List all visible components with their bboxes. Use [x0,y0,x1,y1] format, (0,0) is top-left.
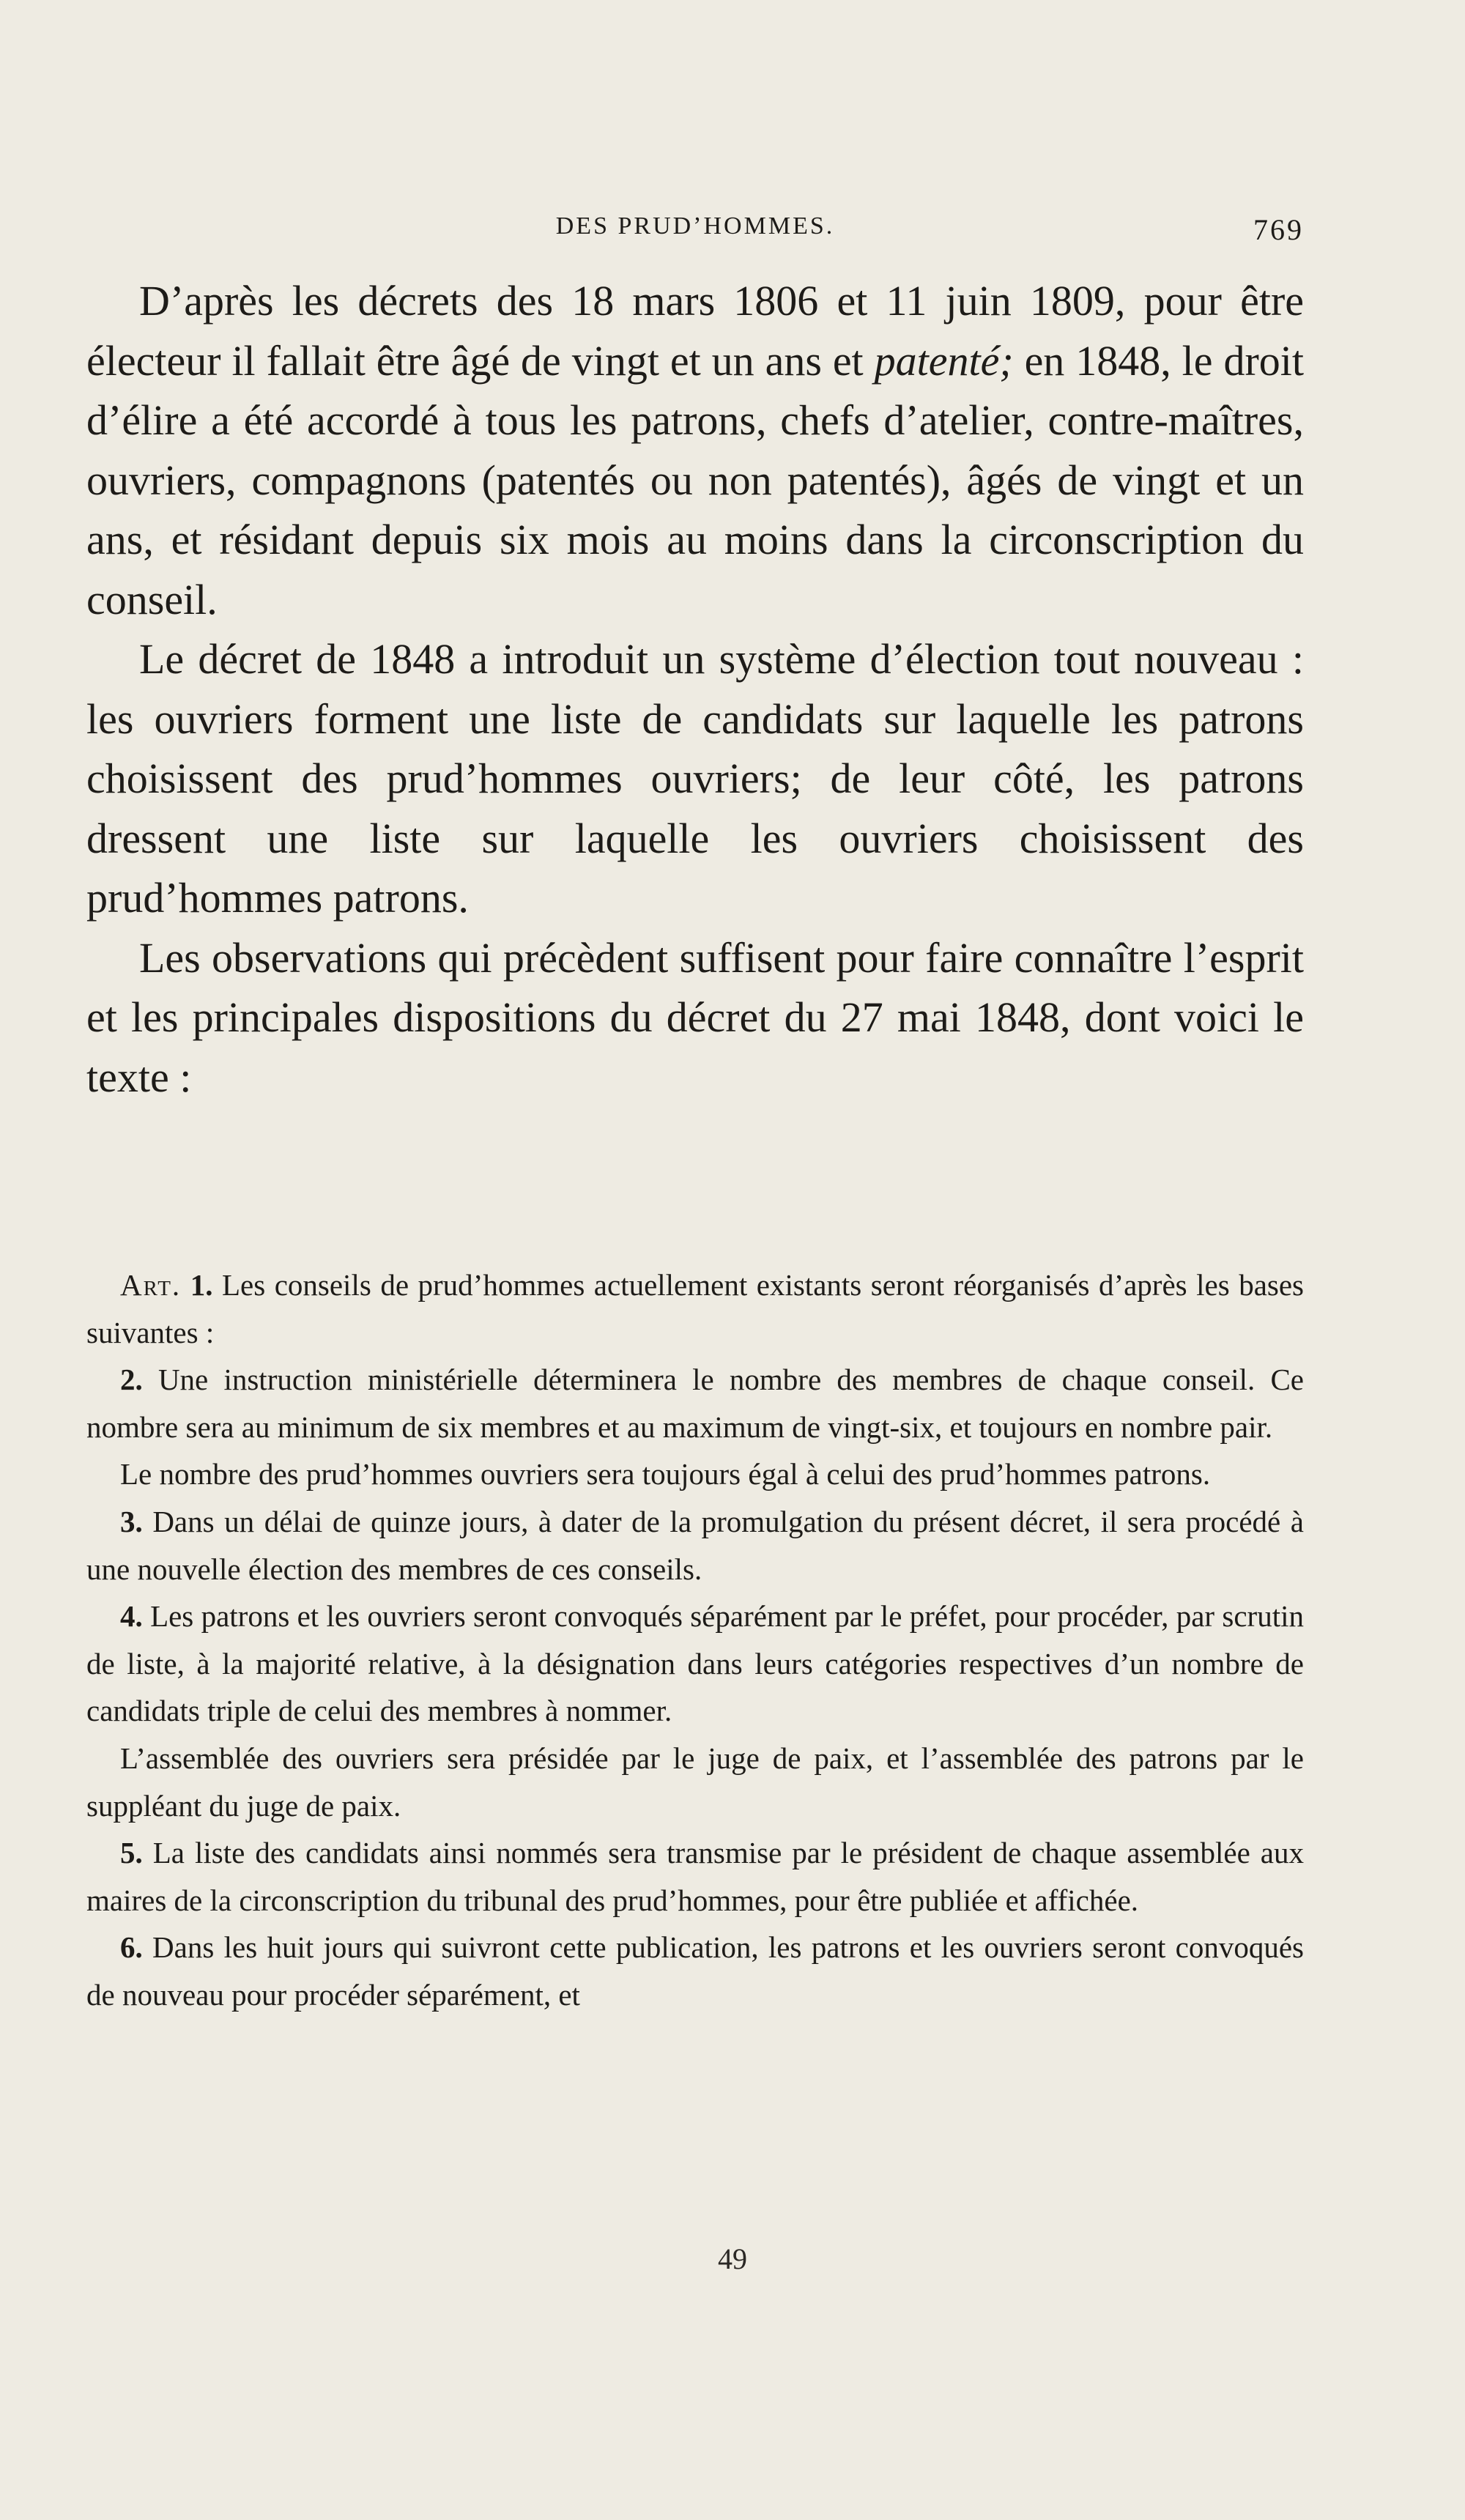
decree-text [86,1261,1304,2019]
article-2-text: Une instruction ministérielle déterminera le nombre des membres de chaque conseil. Ce nombre sera au minimum de six membres et au maximum de vingt-six, et toujours en nombre pair. [86,1363,1304,1444]
page-number: 769 [1253,213,1304,246]
article-4-text: Les patrons et les ouvriers seront convoqués séparément par le préfet, pour procéder, par scrutin de liste, à la majorité relative, à la désignation dans leurs catégories respectives d’un nombre de candidats triple de celui des membres à nommer. [86,1599,1304,1728]
article-4-continuation: L’assemblée des ouvriers sera présidée par le juge de paix, et l’assemblée des patrons par le suppléant du juge de paix. [86,1741,1304,1823]
article-5-number: 5. [120,1836,143,1870]
italic-patente: patenté; [874,336,1014,385]
article-1-text: Les conseils de prud’hommes actuellement existants seront réorganisés d’après les bases suivantes : [86,1268,1305,1349]
article-2-continuation: Le nombre des prud’hommes ouvriers sera toujours égal à celui des prud’hommes patrons. [120,1457,1211,1491]
paragraph-election-system: Le décret de 1848 a introduit un système d’élection tout nouveau : les ouvriers forment une liste de candidats sur laquelle les patrons choisissent des prud’hommes ouvriers; de leur côté, les patrons dressent une liste sur laquelle les ouvriers choisissent des prud’hommes patrons. [86,635,1304,922]
body-text [86,271,1304,1107]
article-3 [86,1498,1304,1593]
article-3-text: Dans un délai de quinze jours, à dater de la promulgation du présent décret, il sera procédé à une nouvelle élection des membres de ces conseils. [86,1504,1304,1586]
article-2 [86,1356,1304,1450]
article-1 [86,1261,1304,1356]
article-1-number: 1. [190,1268,213,1302]
article-2-number: 2. [120,1363,143,1397]
article-label: Art. [120,1268,182,1302]
paragraph-electors-text-cont: en 1848, le droit d’élire a été accordé à tous les patrons, chefs d’atelier, contre-maîtres, ouvriers, compagnons (patentés ou non patentés), âgés de vingt et un ans, et résidant depuis six mois au moins dans la circonscription du conseil. [86,336,1304,623]
article-3-number: 3. [120,1504,143,1538]
article-5 [86,1829,1304,1924]
article-6-number: 6. [120,1930,143,1965]
signature-mark: 49 [718,2242,747,2275]
article-6 [86,1924,1304,2018]
article-4 [86,1593,1304,1735]
article-4-number: 4. [120,1599,143,1634]
paragraph-observations: Les observations qui précèdent suffisent pour faire connaître l’esprit et les principales dispositions du décret du 27 mai 1848, dont voici le texte : [86,933,1304,1101]
paragraph-electors-text: D’après les décrets des 18 mars 1806 et 11 juin 1809, pour être électeur il fallait être âgé de vingt et un ans et [86,277,1304,385]
running-head [86,212,1304,249]
running-title: DES PRUD’HOMMES. [555,212,835,240]
paragraph-electors [86,271,1304,629]
article-5-text: La liste des candidats ainsi nommés sera transmise par le président de chaque assemblée aux maires de la circonscription du tribunal des prud’hommes, pour être publiée et affichée. [86,1836,1304,1917]
article-6-text: Dans les huit jours qui suivront cette publication, les patrons et les ouvriers seront convoqués de nouveau pour procéder séparément, et [86,1930,1304,2012]
